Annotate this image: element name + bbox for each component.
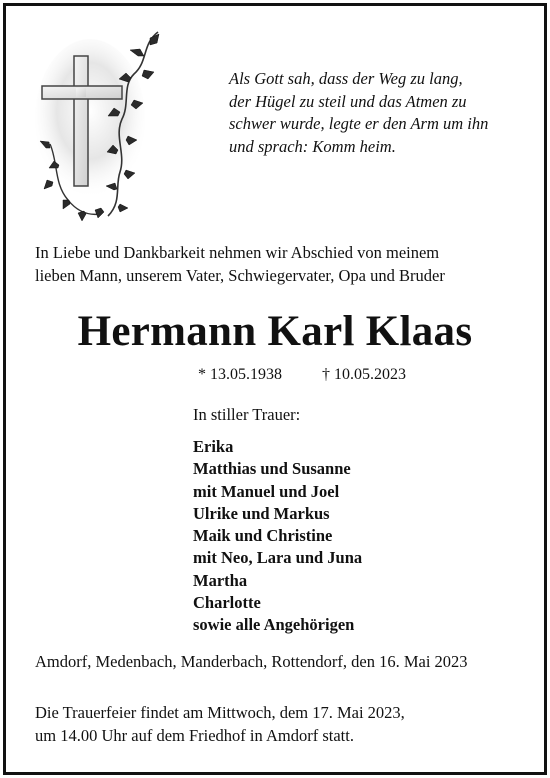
deceased-name: Hermann Karl Klaas xyxy=(77,308,473,355)
death-date: † 10.05.2023 xyxy=(322,366,406,383)
mourner-name: mit Neo, Lara und Juna xyxy=(193,548,363,568)
intro-line: In Liebe und Dankbarkeit nehmen wir Abschied von meinem xyxy=(35,243,440,262)
poem-line: und sprach: Komm heim. xyxy=(229,136,396,156)
mourning-label: In stiller Trauer: xyxy=(193,405,301,424)
funeral-info xyxy=(35,702,405,747)
mourner-list xyxy=(193,436,362,637)
mourner-name: Maik und Christine xyxy=(193,526,333,546)
mourner-name: Charlotte xyxy=(193,593,261,613)
poem-line: der Hügel zu steil und das Atmen zu xyxy=(229,91,467,111)
mourner-name: mit Manuel und Joel xyxy=(193,481,340,501)
mourner-name: sowie alle Angehörigen xyxy=(193,615,355,635)
mourner-name: Martha xyxy=(193,570,248,590)
funeral-line: Die Trauerfeier findet am Mittwoch, dem 17. Mai 2023, xyxy=(35,703,405,722)
cross-with-ivy-icon xyxy=(30,24,170,224)
mourner-name: Ulrike und Markus xyxy=(193,503,330,523)
farewell-intro xyxy=(35,242,525,287)
poem-line: schwer wurde, legte er den Arm um ihn xyxy=(229,114,489,133)
funeral-line: um 14.00 Uhr auf dem Friedhof in Amdorf statt. xyxy=(35,725,354,745)
mourner-name: Matthias und Susanne xyxy=(193,459,351,479)
mourner-name: Erika xyxy=(193,437,234,456)
poem-quote xyxy=(229,68,529,158)
birth-date: * 13.05.1938 xyxy=(198,366,282,383)
intro-line: lieben Mann, unserem Vater, Schwiegervater, Opa und Bruder xyxy=(35,265,445,285)
poem-line: Als Gott sah, dass der Weg zu lang, xyxy=(229,69,463,88)
place-and-date: Amdorf, Medenbach, Manderbach, Rottendorf, den 16. Mai 2023 xyxy=(35,652,468,671)
